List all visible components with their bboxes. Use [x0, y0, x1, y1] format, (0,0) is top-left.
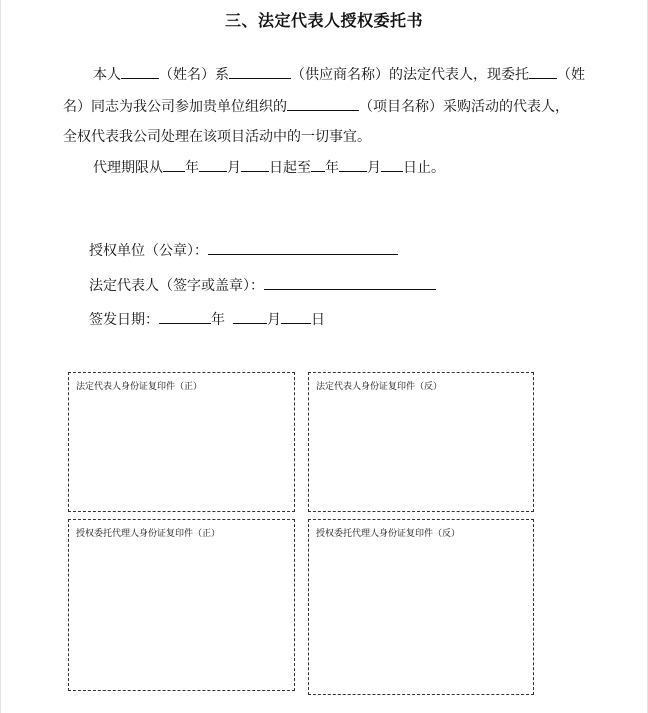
paragraph-line-2 — [63, 96, 569, 117]
text-sign-year: 年 — [211, 312, 225, 328]
text-sign-day: 日 — [311, 312, 325, 328]
date-label: 签发日期： — [89, 312, 159, 328]
text-comrade: 名）同志为我公司参加贵单位组织的 — [63, 99, 287, 115]
supplier-blank[interactable] — [229, 64, 291, 79]
agent-id-back-box[interactable] — [308, 519, 534, 695]
signature-date-row — [89, 309, 325, 330]
paragraph-line-4 — [93, 157, 445, 178]
unit-label: 授权单位（公章）： — [89, 243, 208, 259]
agent-id-back-label: 授权委托代理人身份证复印件（反） — [316, 529, 461, 539]
paragraph-line-1 — [93, 64, 585, 85]
end-month-blank[interactable] — [339, 157, 367, 172]
page-edge-left — [0, 0, 1, 713]
end-year-blank[interactable] — [311, 157, 325, 172]
text-day-end: 日止。 — [403, 160, 445, 176]
rep-label: 法定代表人（签字或盖章）： — [89, 278, 264, 294]
unit-seal-blank[interactable] — [208, 240, 398, 255]
text-full-authority: 全权代表我公司处理在该项目活动中的一切事宜。 — [63, 129, 371, 145]
text-sign-month: 月 — [267, 312, 281, 328]
text-supplier-label: （供应商名称）的法定代表人，现委托 — [291, 67, 529, 83]
page-title: 三、法定代表人授权委托书 — [224, 11, 423, 30]
text-period: 代理期限从 — [93, 160, 163, 176]
legal-id-back-label: 法定代表人身份证复印件（反） — [316, 382, 443, 392]
project-blank[interactable] — [287, 96, 359, 111]
end-day-blank[interactable] — [381, 157, 403, 172]
text-month: 月 — [227, 160, 241, 176]
agent-id-front-box[interactable] — [68, 519, 295, 691]
text-project-label: （项目名称）采购活动的代表人， — [359, 99, 569, 115]
text-day-from: 日起至 — [269, 160, 311, 176]
text-self: 本人 — [93, 67, 121, 83]
legal-id-front-box[interactable] — [68, 372, 295, 512]
name-blank[interactable] — [121, 64, 159, 79]
signature-unit-row — [89, 240, 398, 261]
agent-id-front-label: 授权委托代理人身份证复印件（正） — [76, 529, 221, 539]
legal-id-front-label: 法定代表人身份证复印件（正） — [76, 382, 203, 392]
text-name-label: （姓名）系 — [159, 67, 229, 83]
sign-day-blank[interactable] — [281, 309, 311, 324]
rep-signature-blank[interactable] — [264, 275, 436, 290]
text-year-2: 年 — [325, 160, 339, 176]
text-month-2: 月 — [367, 160, 381, 176]
start-month-blank[interactable] — [199, 157, 227, 172]
agent-name-blank[interactable] — [529, 64, 557, 79]
paragraph-line-3 — [63, 127, 371, 147]
text-surname: （姓 — [557, 67, 585, 83]
legal-id-back-box[interactable] — [308, 372, 534, 512]
sign-month-blank[interactable] — [233, 309, 267, 324]
start-year-blank[interactable] — [163, 157, 185, 172]
start-day-blank[interactable] — [241, 157, 269, 172]
signature-rep-row — [89, 275, 436, 296]
sign-year-blank[interactable] — [159, 309, 211, 324]
text-year: 年 — [185, 160, 199, 176]
